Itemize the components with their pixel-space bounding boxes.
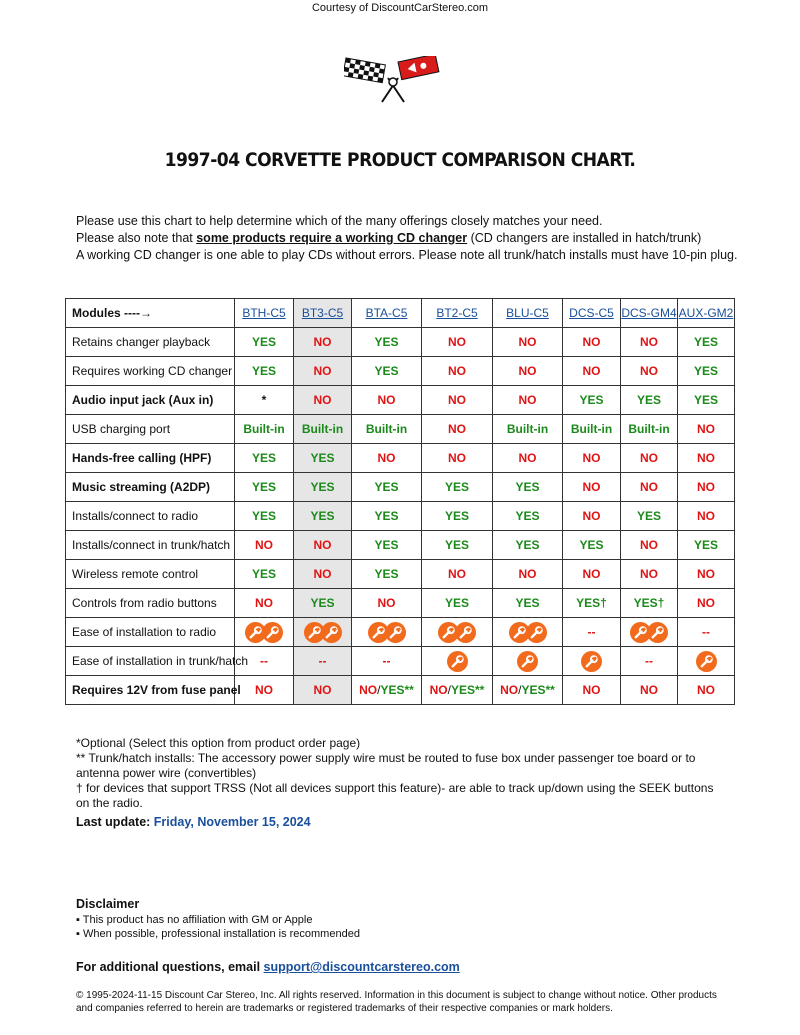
intro-line-1: Please use this chart to help determine which of the many offerings closely matches your need. (76, 214, 603, 228)
table-cell: NO/YES** (422, 676, 493, 705)
row-label: Controls from radio buttons (66, 589, 235, 618)
table-cell: NO (678, 676, 735, 705)
table-row (66, 357, 735, 386)
table-cell: NO (621, 357, 678, 386)
table-cell: NO (563, 473, 621, 502)
wrench-icon (526, 622, 547, 643)
table-cell: YES (352, 328, 422, 357)
table-row (66, 560, 735, 589)
table-cell: NO (352, 444, 422, 473)
table-cell: NO (621, 444, 678, 473)
table-row (66, 676, 735, 705)
product-link-aux-gm2[interactable]: AUX-GM2 (678, 306, 734, 320)
table-cell (621, 618, 678, 647)
table-cell: NO (678, 415, 735, 444)
footnotes (76, 736, 716, 811)
table-cell: -- (294, 647, 352, 676)
table-cell: NO (621, 531, 678, 560)
table-cell: NO (235, 531, 294, 560)
row-label: Music streaming (A2DP) (66, 473, 235, 502)
comparison-table (65, 298, 735, 705)
row-label: Requires 12V from fuse panel (66, 676, 235, 705)
intro-line-2-suffix: (CD changers are installed in hatch/trunk) (467, 231, 702, 245)
table-cell: YES (294, 502, 352, 531)
table-cell: NO (294, 560, 352, 589)
table-cell: YES (678, 357, 735, 386)
table-cell: NO (493, 444, 563, 473)
table-cell: Built-in (235, 415, 294, 444)
table-cell: NO (493, 386, 563, 415)
table-header-row (66, 299, 735, 328)
row-label: Installs/connect to radio (66, 502, 235, 531)
product-link-bta-c5[interactable]: BTA-C5 (365, 306, 408, 320)
table-cell: NO (678, 444, 735, 473)
table-cell: Built-in (294, 415, 352, 444)
wrench-icon (696, 651, 717, 672)
table-cell: Built-in (563, 415, 621, 444)
table-cell: YES (235, 444, 294, 473)
modules-header: Modules ----→ (66, 299, 235, 328)
table-cell: YES† (563, 589, 621, 618)
table-cell: -- (621, 647, 678, 676)
table-cell: NO (422, 386, 493, 415)
table-cell: NO (422, 357, 493, 386)
table-cell: YES (235, 328, 294, 357)
table-cell: NO (563, 357, 621, 386)
table-cell: NO (493, 357, 563, 386)
table-cell: NO (621, 676, 678, 705)
footnote-trunk-power: ** Trunk/hatch installs: The accessory power supply wire must be routed to fuse box under passenger toe board or to antenna power wire (convertibles) (76, 751, 696, 780)
column-header (678, 299, 735, 328)
table-cell: NO (678, 473, 735, 502)
table-cell: NO (678, 589, 735, 618)
table-cell: NO (493, 560, 563, 589)
column-header (294, 299, 352, 328)
table-cell: NO (294, 386, 352, 415)
table-cell (563, 647, 621, 676)
wrench-icon (581, 651, 602, 672)
table-row (66, 502, 735, 531)
copyright-notice: © 1995-2024-11-15 Discount Car Stereo, Inc. All rights reserved. Information in this document is subject to change without notice. Other products and companies referred to herein are trademarks or registered trademarks of their respective companies or mark holders. (76, 990, 717, 1014)
table-cell: YES (235, 357, 294, 386)
product-link-dcs-c5[interactable]: DCS-C5 (569, 306, 614, 320)
intro-line-2 (76, 230, 756, 247)
last-update (76, 815, 311, 829)
table-cell: Built-in (621, 415, 678, 444)
table-cell: YES (563, 386, 621, 415)
table-cell: YES (678, 386, 735, 415)
table-cell: NO (294, 328, 352, 357)
column-header (563, 299, 621, 328)
table-cell: YES (352, 531, 422, 560)
table-cell: NO (422, 560, 493, 589)
table-row (66, 444, 735, 473)
table-cell: -- (235, 647, 294, 676)
disclaimer (76, 897, 360, 941)
table-cell: YES (493, 473, 563, 502)
intro-paragraph (76, 213, 756, 264)
table-row (66, 618, 735, 647)
table-cell: YES (235, 502, 294, 531)
table-cell: NO (294, 676, 352, 705)
table-cell: NO (621, 473, 678, 502)
table-cell: YES (621, 386, 678, 415)
wrench-icon (262, 622, 283, 643)
table-cell: NO (422, 415, 493, 444)
corvette-crossed-flags-logo (344, 56, 440, 104)
table-row (66, 531, 735, 560)
table-cell: YES (352, 502, 422, 531)
table-cell: YES (422, 589, 493, 618)
column-header (352, 299, 422, 328)
table-cell: YES (563, 531, 621, 560)
table-cell: YES (493, 589, 563, 618)
table-cell (235, 618, 294, 647)
table-cell: -- (352, 647, 422, 676)
table-cell (493, 647, 563, 676)
disclaimer-item: ▪ This product has no affiliation with GM or Apple (76, 914, 313, 926)
disclaimer-heading: Disclaimer (76, 897, 140, 911)
table-cell: YES (621, 502, 678, 531)
table-cell: YES (493, 531, 563, 560)
table-cell: YES (294, 444, 352, 473)
row-label: Requires working CD changer (66, 357, 235, 386)
column-header (422, 299, 493, 328)
product-link-bt2-c5[interactable]: BT2-C5 (436, 306, 478, 320)
table-cell (294, 618, 352, 647)
intro-line-3: A working CD changer is one able to play CDs without errors. Please note all trunk/hatch installs must have 10-pin plug. (76, 248, 738, 262)
courtesy-line: Courtesy of DiscountCarStereo.com (311, 2, 489, 14)
table-row (66, 473, 735, 502)
table-cell: YES (352, 560, 422, 589)
table-row (66, 589, 735, 618)
intro-line-2-emphasis: some products require a working CD changer (196, 231, 468, 245)
wrench-icon (455, 622, 476, 643)
table-cell: NO (352, 386, 422, 415)
column-header (621, 299, 678, 328)
table-cell (493, 618, 563, 647)
table-cell: NO (422, 328, 493, 357)
table-cell: YES (422, 502, 493, 531)
row-label: Ease of installation to radio (66, 618, 235, 647)
wrench-icon (647, 622, 668, 643)
table-row (66, 415, 735, 444)
table-cell: NO (422, 444, 493, 473)
contact-label: For additional questions, email (76, 960, 264, 974)
table-cell: -- (563, 618, 621, 647)
table-cell: NO (294, 531, 352, 560)
table-cell: Built-in (352, 415, 422, 444)
row-label: Audio input jack (Aux in) (66, 386, 235, 415)
table-cell: NO/YES** (352, 676, 422, 705)
table-cell: YES (422, 531, 493, 560)
table-cell: NO (493, 328, 563, 357)
table-cell: NO (352, 589, 422, 618)
table-cell: NO (235, 589, 294, 618)
table-cell: YES (352, 357, 422, 386)
table-cell: NO (294, 357, 352, 386)
row-label: Retains changer playback (66, 328, 235, 357)
wrench-icon (517, 651, 538, 672)
last-update-label: Last update: (76, 815, 154, 829)
row-label: USB charging port (66, 415, 235, 444)
table-cell: YES (235, 560, 294, 589)
table-row (66, 328, 735, 357)
table-cell: NO (563, 560, 621, 589)
table-cell: NO (621, 328, 678, 357)
contact-line (76, 960, 460, 974)
table-cell: NO (235, 676, 294, 705)
wrench-icon (321, 622, 342, 643)
table-cell: YES (422, 473, 493, 502)
table-cell: YES† (621, 589, 678, 618)
table-cell: NO (563, 444, 621, 473)
row-label: Ease of installation in trunk/hatch (66, 647, 235, 676)
support-email-link[interactable]: support@discountcarstereo.com (263, 960, 460, 974)
product-link-bth-c5[interactable]: BTH-C5 (242, 306, 286, 320)
table-cell: YES (352, 473, 422, 502)
table-cell (422, 618, 493, 647)
table-cell: * (235, 386, 294, 415)
table-row (66, 647, 735, 676)
table-cell: YES (294, 473, 352, 502)
table-cell: NO/YES** (493, 676, 563, 705)
product-link-bt3-c5[interactable]: BT3-C5 (301, 306, 344, 320)
table-cell: YES (493, 502, 563, 531)
footnote-trss: † for devices that support TRSS (Not all devices support this feature)- are able to track up/down using the SEEK buttons on the radio. (76, 781, 714, 810)
table-cell: NO (563, 502, 621, 531)
row-label: Hands-free calling (HPF) (66, 444, 235, 473)
column-header (493, 299, 563, 328)
table-cell: YES (294, 589, 352, 618)
product-link-dcs-gm4[interactable]: DCS-GM4 (621, 306, 677, 320)
table-cell (352, 618, 422, 647)
table-cell: NO (678, 502, 735, 531)
table-cell: YES (678, 328, 735, 357)
table-row (66, 386, 735, 415)
table-cell: -- (678, 618, 735, 647)
last-update-date: Friday, November 15, 2024 (153, 815, 311, 829)
table-cell (422, 647, 493, 676)
table-cell: NO (563, 328, 621, 357)
footnote-optional: *Optional (Select this option from product order page) (76, 736, 361, 750)
table-cell: YES (678, 531, 735, 560)
table-cell (678, 647, 735, 676)
disclaimer-item: ▪ When possible, professional installation is recommended (76, 928, 360, 940)
column-header (235, 299, 294, 328)
wrench-icon (447, 651, 468, 672)
table-cell: NO (563, 676, 621, 705)
page-title: 1997-04 CORVETTE PRODUCT COMPARISON CHART. (164, 149, 636, 171)
table-body (66, 328, 735, 705)
table-cell: NO (621, 560, 678, 589)
table-cell: Built-in (493, 415, 563, 444)
intro-line-2-prefix: Please also note that (76, 231, 197, 245)
row-label: Installs/connect in trunk/hatch (66, 531, 235, 560)
product-link-blu-c5[interactable]: BLU-C5 (506, 306, 549, 320)
wrench-icon (385, 622, 406, 643)
row-label: Wireless remote control (66, 560, 235, 589)
table-cell: NO (678, 560, 735, 589)
table-cell: YES (235, 473, 294, 502)
